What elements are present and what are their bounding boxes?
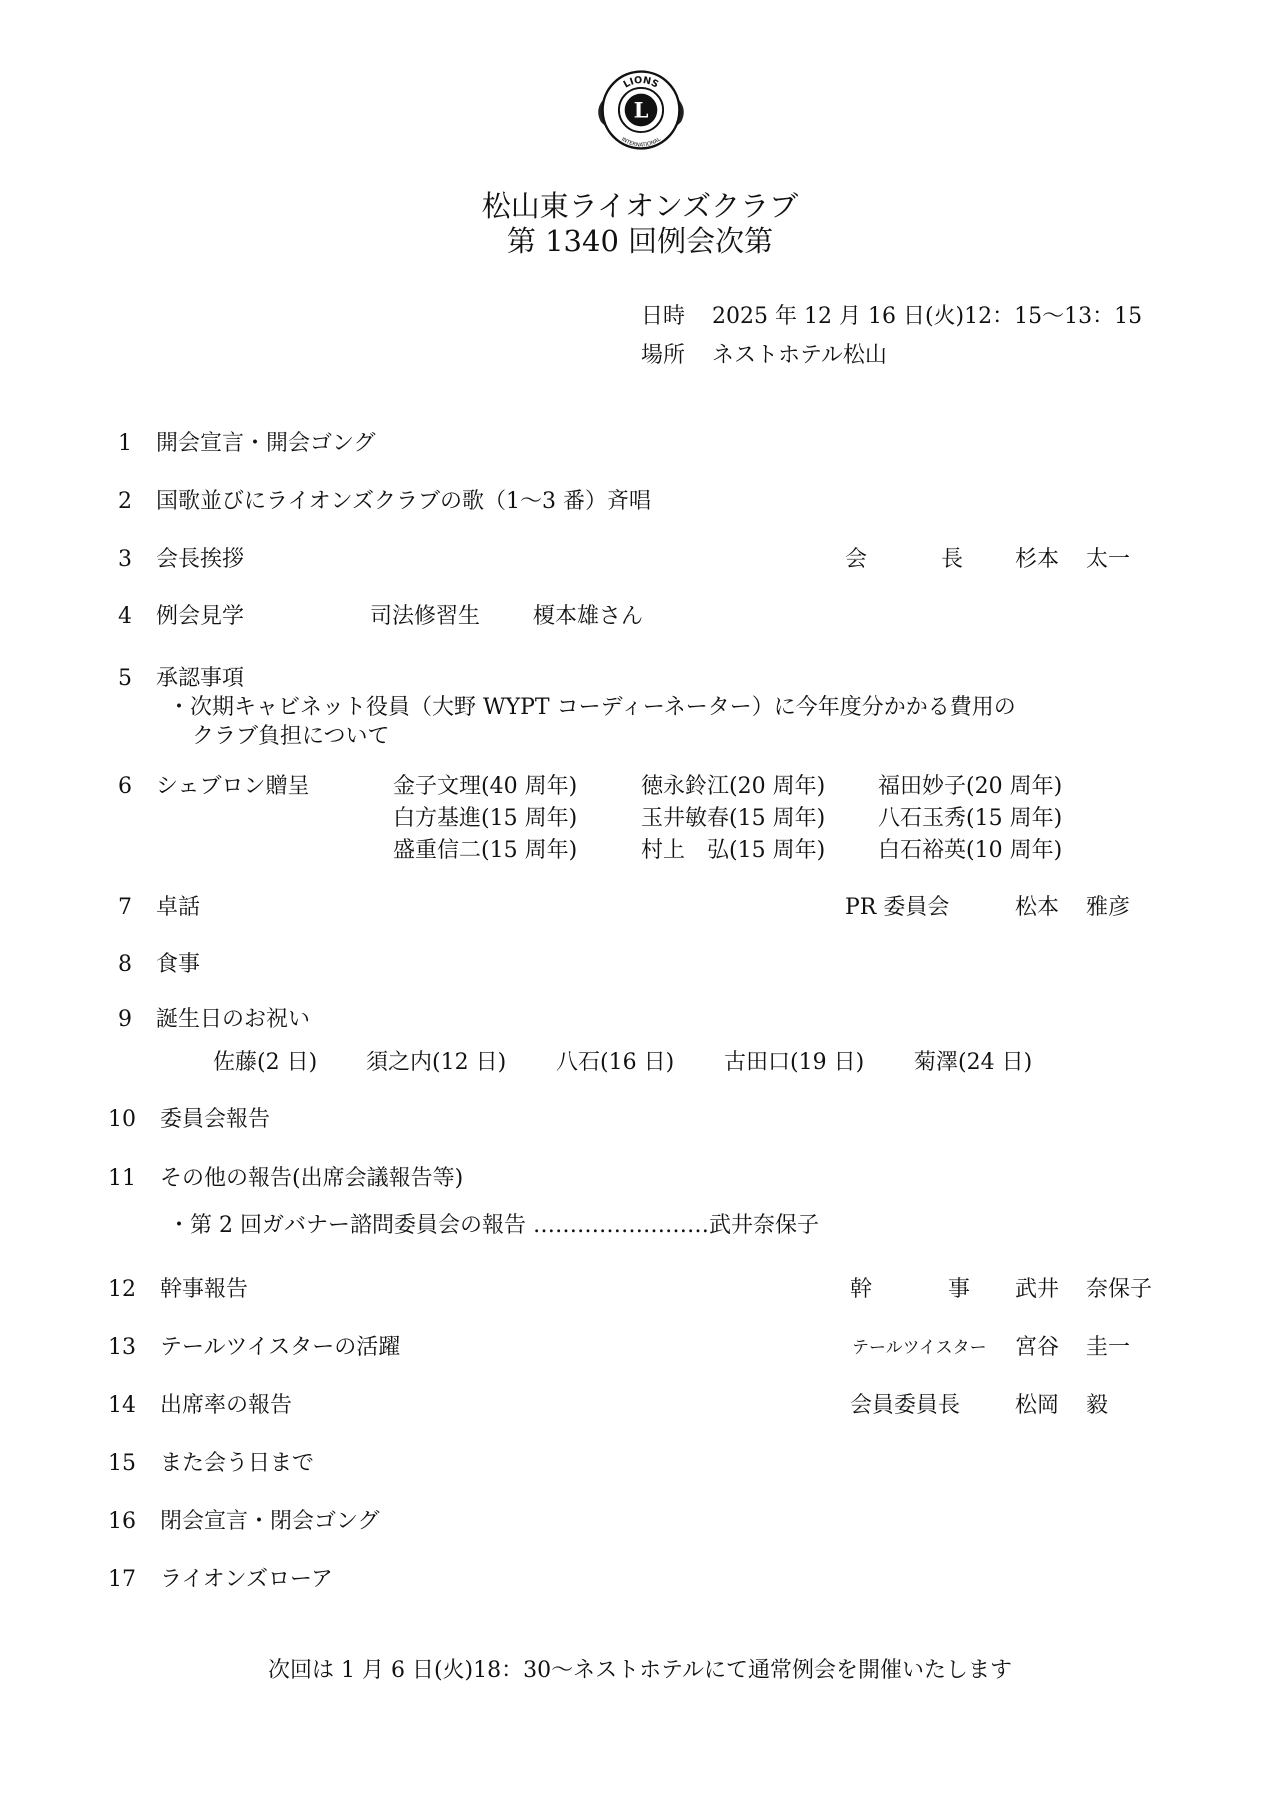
next-meeting-notice: 次回は 1 月 6 日(火)18：30～ネストホテルにて通常例会を開催いたします [267, 1658, 1013, 1683]
chevron-recipient: 八石玉秀(15 周年) [878, 806, 1063, 831]
item-number: 15 [108, 1451, 136, 1476]
birthday-name: 八石(16 日) [556, 1050, 675, 1075]
item-title: 会長挨拶 [156, 547, 245, 572]
item-title: シェブロン贈呈 [156, 774, 310, 799]
item-number: 13 [108, 1335, 136, 1360]
presenter-role: 会員委員長 [850, 1393, 961, 1418]
lions-logo [593, 62, 689, 158]
place-label: 場所 [641, 343, 686, 368]
report-detail: ・第 2 回ガバナー諮問委員会の報告 ……………………武井奈保子 [168, 1213, 819, 1238]
item-title: 国歌並びにライオンズクラブの歌（1～3 番）斉唱 [156, 489, 652, 514]
item-title: 承認事項 [156, 666, 245, 691]
item-number: 16 [108, 1509, 136, 1534]
chevron-recipient: 玉井敏春(15 周年) [641, 806, 826, 831]
presenter-name-family: 武井 [1015, 1277, 1060, 1302]
item-number: 10 [108, 1107, 136, 1132]
presenter-name-given: 奈保子 [1086, 1277, 1153, 1302]
item-number: 9 [118, 1007, 132, 1032]
item-title: 閉会宣言・閉会ゴング [160, 1509, 380, 1534]
item-title: また会う日まで [160, 1451, 315, 1476]
chevron-recipient: 盛重信二(15 周年) [393, 838, 578, 863]
item-title: 幹事報告 [160, 1277, 249, 1302]
item-number: 14 [108, 1393, 136, 1418]
presenter-role: 幹 事 [850, 1277, 970, 1302]
item-title: 誕生日のお祝い [156, 1007, 311, 1032]
approval-detail-line1: ・次期キャビネット役員（大野 WYPT コーディーネーター）に今年度分かかる費用の [168, 695, 1016, 720]
item-title: 委員会報告 [160, 1107, 271, 1132]
presenter-name-family: 松本 [1015, 895, 1060, 920]
chevron-recipient: 村上 弘(15 周年) [641, 838, 826, 863]
item-number: 5 [118, 666, 132, 691]
presenter-role: 会 長 [845, 547, 963, 572]
presenter-name-family: 杉本 [1015, 547, 1060, 572]
presenter-name-given: 圭一 [1086, 1335, 1131, 1360]
chevron-recipient: 徳永鈴江(20 周年) [641, 774, 826, 799]
item-number: 11 [108, 1166, 136, 1191]
item-number: 1 [118, 431, 132, 456]
chevron-recipient: 金子文理(40 周年) [393, 774, 578, 799]
birthday-name: 須之内(12 日) [366, 1050, 507, 1075]
item-number: 3 [118, 547, 132, 572]
date-value: 2025 年 12 月 16 日(火)12：15～13：15 [712, 304, 1143, 329]
presenter-name-given: 雅彦 [1086, 895, 1131, 920]
presenter-role: テールツイスター [852, 1338, 987, 1358]
item-title: テールツイスターの活躍 [160, 1335, 401, 1360]
item-number: 2 [118, 489, 132, 514]
svg-text:L: L [633, 97, 649, 123]
meeting-title: 第 1340 回例会次第 [506, 224, 774, 258]
item-number: 6 [118, 774, 132, 799]
presenter-role: PR 委員会 [845, 895, 950, 920]
presenter-name-family: 宮谷 [1015, 1335, 1060, 1360]
approval-detail-line2: クラブ負担について [192, 724, 390, 749]
place-value: ネストホテル松山 [712, 343, 887, 368]
birthday-name: 菊澤(24 日) [914, 1050, 1033, 1075]
presenter-name-given: 毅 [1086, 1393, 1109, 1418]
visitor-role: 司法修習生 [370, 604, 481, 629]
item-number: 7 [118, 895, 132, 920]
birthday-name: 佐藤(2 日) [213, 1050, 318, 1075]
item-number: 17 [108, 1567, 136, 1592]
item-title: その他の報告(出席会議報告等) [160, 1166, 464, 1191]
item-title: 開会宣言・開会ゴング [156, 431, 376, 456]
chevron-recipient: 福田妙子(20 周年) [878, 774, 1063, 799]
presenter-name-family: 松岡 [1015, 1393, 1060, 1418]
visitor-name: 榎本雄さん [533, 604, 644, 629]
presenter-name-given: 太一 [1086, 547, 1131, 572]
club-name: 松山東ライオンズクラブ [481, 189, 799, 223]
svg-text:INTERNATIONAL: INTERNATIONAL [620, 136, 662, 149]
item-number: 8 [118, 952, 132, 977]
chevron-recipient: 白方基進(15 周年) [393, 806, 578, 831]
item-number: 12 [108, 1277, 136, 1302]
date-label: 日時 [641, 304, 686, 329]
item-title: 食事 [156, 952, 201, 977]
chevron-recipient: 白石裕英(10 周年) [878, 838, 1063, 863]
item-number: 4 [118, 604, 132, 629]
item-title: 出席率の報告 [160, 1393, 293, 1418]
item-title: 卓話 [156, 895, 201, 920]
item-title: ライオンズローア [160, 1567, 333, 1592]
svg-text:LIONS: LIONS [621, 74, 661, 91]
item-title: 例会見学 [156, 604, 245, 629]
birthday-name: 古田口(19 日) [724, 1050, 865, 1075]
